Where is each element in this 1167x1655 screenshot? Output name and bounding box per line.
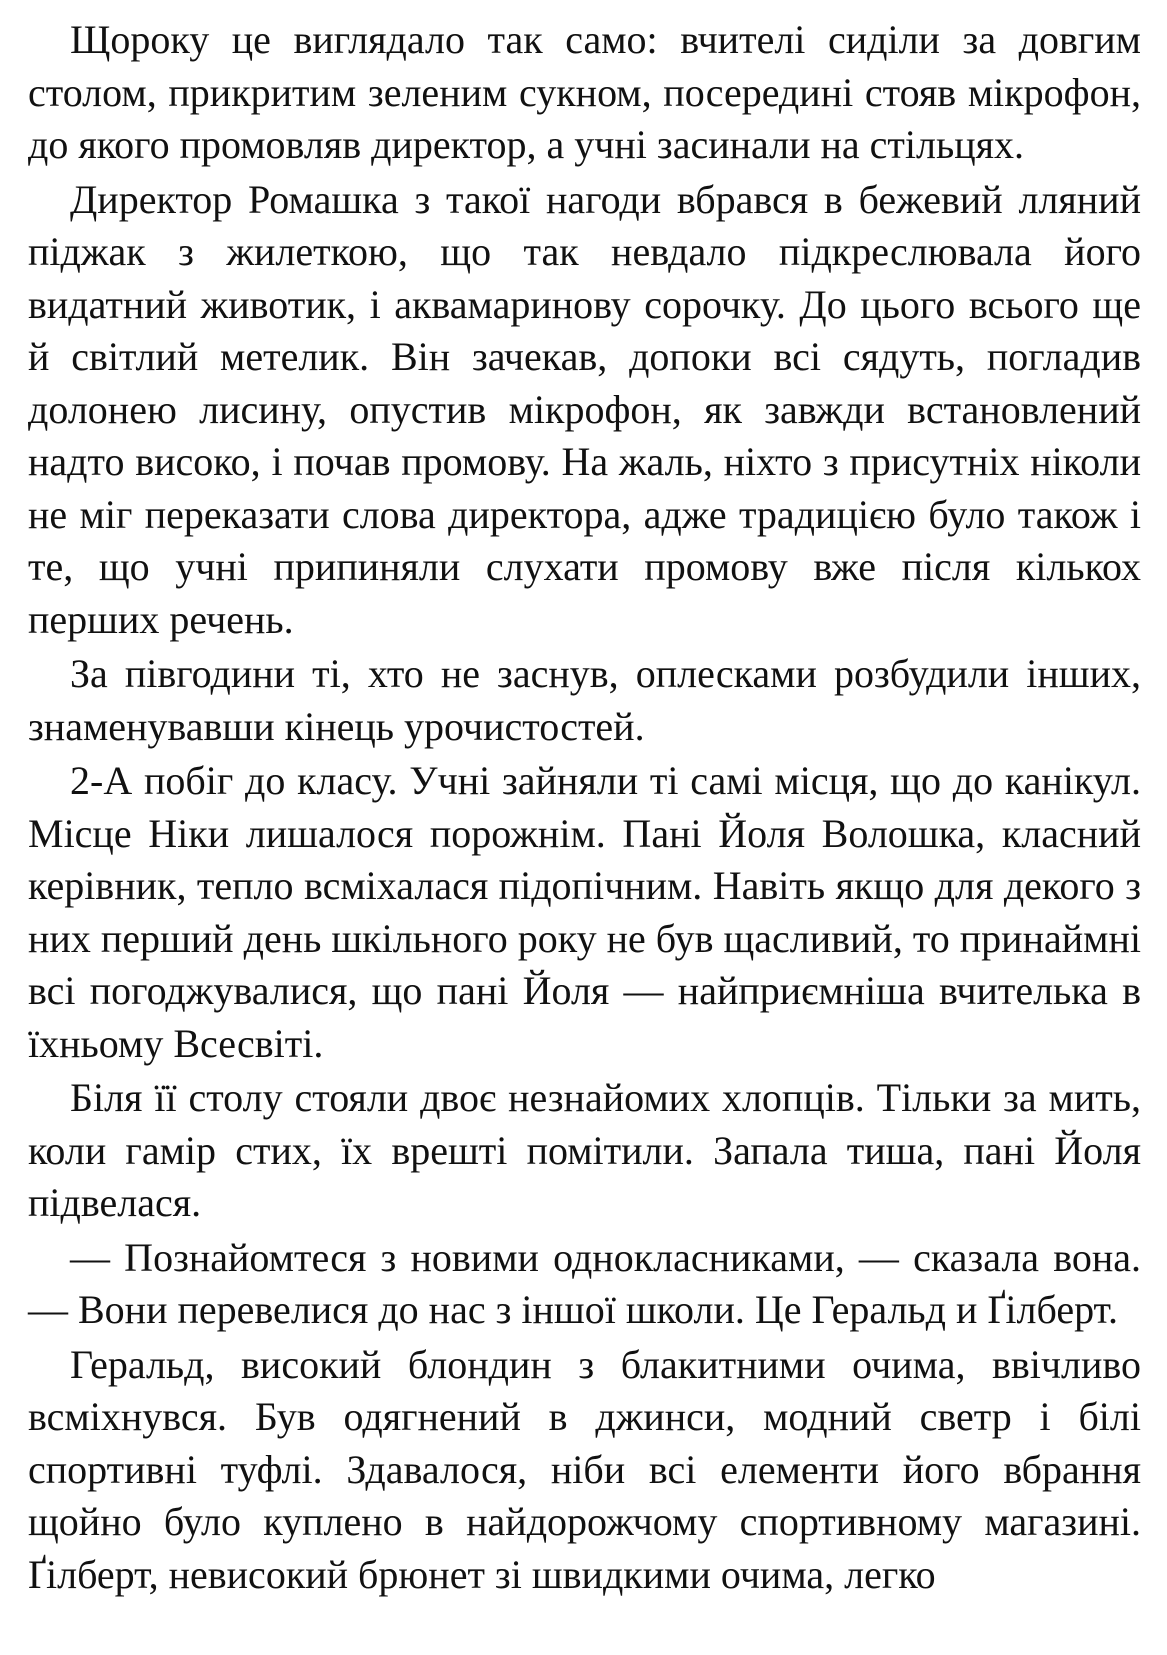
paragraph: — Познайомтеся з новими однокласниками, — сказала вона. — Вони перевелися до нас з іншої школи. Це Геральд и Ґілберт. [28, 1234, 1141, 1332]
document-page [28, 14, 1141, 1601]
paragraph: Директор Ромашка з такої нагоди вбрався в бежевий лляний піджак з жилеткою, що так невдало підкреслювала його видатний животик, і аквамаринову сорочку. До цього всього ще й світлий метелик. Він зачекав, допоки всі сядуть, погладив долонею лисину, опустив мікрофон, як завжди встановлений надто високо, і почав промову. На жаль, ніхто з присутніх ніколи не міг переказати слова директора, адже традицією було також і те, що учні припиняли слухати промову вже після кількох перших речень. [28, 176, 1141, 642]
paragraph: Геральд, високий блондин з блакитними очима, ввічливо всміхнувся. Був одягнений в джинси, модний светр і білі спортивні туфлі. Здавалося, ніби всі елементи його вбрання щойно було куплено в найдорожчому спортивному магазині. Ґілберт, невисокий брюнет зі швидкими очима, легко [28, 1341, 1141, 1597]
paragraph: Щороку це виглядало так само: вчителі сиділи за довгим столом, прикритим зеленим сукном, посередині стояв мікрофон, до якого промовляв директор, а учні засинали на стільцях. [28, 17, 1141, 167]
paragraph: Біля її столу стояли двоє незнайомих хлопців. Тільки за мить, коли гамір стих, їх врешті помітили. Запала тиша, пані Йоля підвелася. [28, 1075, 1141, 1225]
paragraph: За півгодини ті, хто не заснув, оплесками розбудили інших, знаменувавши кінець урочистостей. [28, 651, 1141, 749]
paragraph: 2-А побіг до класу. Учні зайняли ті самі місця, що до канікул. Місце Ніки лишалося порожнім. Пані Йоля Волошка, класний керівник, тепло всміхалася підопічним. Навіть якщо для декого з них перший день шкільного року не був щасливий, то принаймні всі погоджувалися, що пані Йоля — найприємніша вчителька в їхньому Всесвіті. [28, 758, 1141, 1066]
